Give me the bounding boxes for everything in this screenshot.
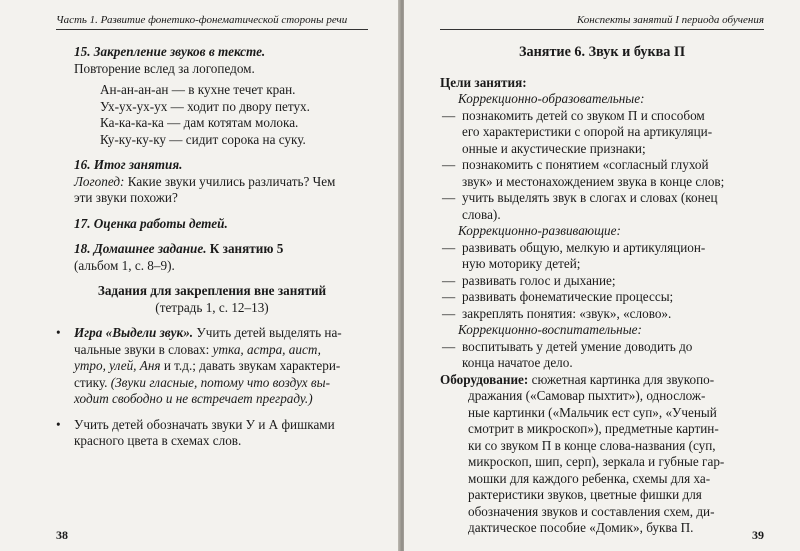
page-number-right: 39 [752, 528, 764, 542]
goal-item-line: онные и акустические признаки; [462, 140, 646, 156]
section-16-title: 16. Итог занятия. [74, 157, 183, 172]
goal-item-line: воспитывать у детей умение доводить до [462, 338, 693, 354]
section-15-text: Повторение вслед за логопедом. [74, 60, 255, 76]
left-page-content [56, 44, 368, 450]
corr-vos-list [440, 339, 764, 372]
equipment-text: дражания («Самовар пыхтит»), однослож- ные картинки («Мальчик ест суп», «Ученый смотрит в микроскоп»), предметные картин- ки со звуком П в конце слова-названия (суп, микроскоп, шип, серп), зеркала и губные гар- мошки для каждого ребенка, схемы для ха- рактеристики звуков, цветные фишки для обозначения звуков и составления схем, ди- дактическое пособие «Домик», буква П. [468, 388, 725, 535]
goal-item-line: познакомить с понятием «согласный глухой [462, 157, 709, 172]
poem-line: Ух-ух-ух-ух — ходит по двору петух. [100, 98, 310, 114]
lesson-title: Занятие 6. Звук и буква П [519, 44, 685, 60]
task-bullet-1: • Игра «Выдели звук». Учить детей выделять на- чальные звуки в словах: утка, астра, аист, утро, улей, Аня и т.д.; давать звукам характери- стику. (Звуки гласные, потому что воздух вы- ходит свободно и не встречает преграду.) [56, 325, 342, 406]
goal-item-line: развивать общую, мелкую и артикуляцион- [462, 239, 706, 255]
goal-item [440, 108, 764, 158]
section-18-title: 18. Домашнее задание. [74, 241, 207, 256]
equipment-line: Оборудование: сюжетная картинка для звукопо- [440, 371, 715, 387]
corr-edu-title: Коррекционно-образовательные: [458, 91, 645, 106]
equipment-title: Оборудование: [440, 371, 529, 387]
dash-mark: — [442, 289, 456, 304]
right-page-content [440, 44, 764, 537]
poem-line: Ка-ка-ка-ка — дам котятам молока. [100, 115, 299, 130]
goal-item [440, 289, 764, 306]
goal-item-line: учить выделять звук в слогах и словах (конец [462, 190, 718, 205]
goal-item [440, 306, 764, 323]
section-17-title: 17. Оценка работы детей. [74, 215, 228, 231]
goal-item-line: его характеристики с опорой на артикуляци- [462, 124, 713, 139]
dash-mark: — [442, 107, 456, 123]
corr-edu-list [440, 108, 764, 224]
page-number-left: 38 [56, 528, 68, 542]
speaker-label: Логопед: [74, 173, 125, 189]
goal-item-line: слова). [462, 206, 501, 222]
dash-mark: — [442, 190, 456, 205]
section-16-text: Логопед: Какие звуки учились различать? Чем [74, 173, 336, 189]
tasks-title: Задания для закрепления вне занятий [97, 283, 327, 298]
corr-dev-list [440, 240, 764, 323]
goal-item [440, 273, 764, 290]
goal-item [440, 339, 764, 372]
goal-item-line: конца начатое дело. [462, 355, 573, 370]
goal-item [440, 190, 764, 223]
goal-item-line: развивать фонематические процессы; [462, 289, 674, 304]
section-18-ref: (альбом 1, с. 8–9). [74, 257, 175, 273]
goal-item-line: познакомить детей со звуком П и способом [462, 107, 705, 123]
goals-title: Цели занятия: [440, 74, 527, 90]
goal-item [440, 157, 764, 190]
section-15-title: 15. Закрепление звуков в тексте. [74, 44, 266, 59]
bullet-mark: • [56, 325, 61, 340]
section-18: 18. Домашнее задание. К занятию 5 [74, 241, 284, 256]
tasks-ref: (тетрадь 1, с. 12–13) [155, 299, 269, 315]
poem-line: Ан-ан-ан-ан — в кухне течет кран. [100, 82, 296, 97]
poem-line: Ку-ку-ку-ку — сидит сорока на суку. [100, 131, 306, 147]
corr-dev-title: Коррекционно-развивающие: [458, 223, 621, 238]
goal-item-line: развивать голос и дыхание; [462, 272, 616, 288]
corr-vos-title: Коррекционно-воспитательные: [458, 322, 642, 337]
dash-mark: — [442, 272, 456, 288]
dash-mark: — [442, 239, 456, 255]
dash-mark: — [442, 157, 456, 172]
section-16-text-cont: эти звуки похожи? [74, 190, 178, 205]
left-page-header: Часть 1. Развитие фонетико-фонематической стороны речи [56, 14, 368, 30]
goal-item-line: закреплять понятия: «звук», «слово». [462, 305, 672, 321]
goal-item [440, 240, 764, 273]
right-page-header: Конспекты занятий I периода обучения [440, 14, 764, 30]
dash-mark: — [442, 338, 456, 354]
goal-item-line: ную моторику детей; [462, 256, 581, 271]
dash-mark: — [442, 305, 456, 321]
goal-item-line: звук» и местонахождением звука в конце слов; [462, 173, 725, 189]
bullet-mark: • [56, 416, 61, 432]
right-page [404, 0, 800, 551]
task-bullet-2: • Учить детей обозначать звуки У и А фишками красного цвета в схемах слов. [56, 416, 335, 448]
